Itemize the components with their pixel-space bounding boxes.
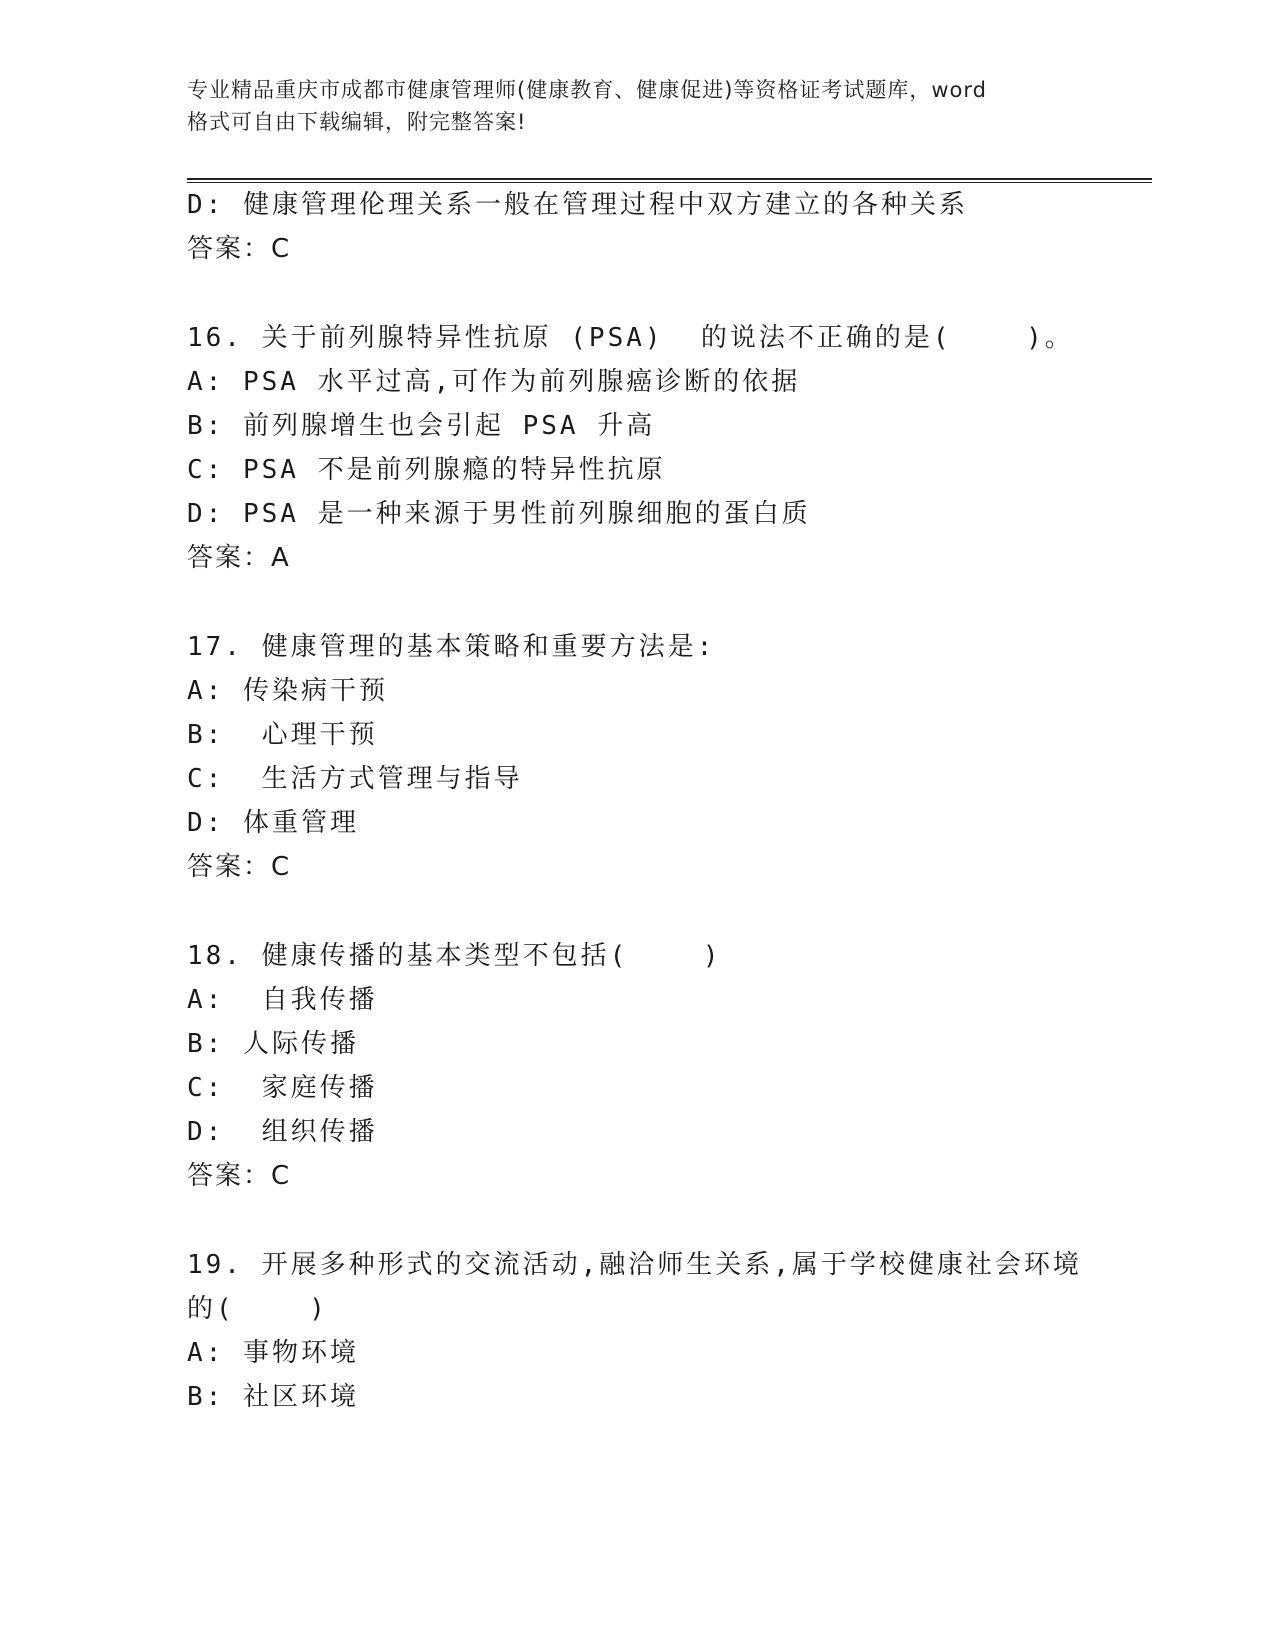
header-line-1: 专业精品重庆市成都市健康管理师(健康教育、健康促进)等资格证考试题库，word — [187, 78, 988, 102]
q19-question-line-2: 的( ) — [187, 1294, 328, 1324]
q16-answer: 答案：A — [187, 543, 291, 573]
q17-option-a: A: 传染病干预 — [187, 676, 388, 706]
q17-option-d: D: 体重管理 — [187, 808, 359, 838]
q17-question: 17. 健康管理的基本策略和重要方法是: — [187, 632, 716, 662]
q18-question: 18. 健康传播的基本类型不包括( ) — [187, 941, 722, 971]
q17-answer: 答案：C — [187, 852, 292, 882]
q16-option-c: C: PSA 不是前列腺瘾的特异性抗原 — [187, 455, 666, 485]
header-divider-thick — [187, 178, 1152, 180]
header-line-2: 格式可自由下载编辑，附完整答案! — [187, 110, 527, 134]
q16-option-b: B: 前列腺增生也会引起 PSA 升高 — [187, 411, 656, 441]
q17-option-c: C: 生活方式管理与指导 — [187, 764, 523, 794]
q18-option-a: A: 自我传播 — [187, 985, 378, 1015]
q18-answer: 答案：C — [187, 1161, 292, 1191]
prev-option-d: D: 健康管理伦理关系一般在管理过程中双方建立的各种关系 — [187, 190, 968, 220]
q16-option-d: D: PSA 是一种来源于男性前列腺细胞的蛋白质 — [187, 499, 811, 529]
page-header — [187, 74, 1087, 138]
q18-option-b: B: 人际传播 — [187, 1029, 359, 1059]
q16-option-a: A: PSA 水平过高,可作为前列腺癌诊断的依据 — [187, 367, 801, 397]
prev-answer: 答案：C — [187, 234, 292, 264]
q17-option-b: B: 心理干预 — [187, 720, 378, 750]
q19-question-line-1: 19. 开展多种形式的交流活动,融洽师生关系,属于学校健康社会环境 — [187, 1250, 1082, 1280]
q19-option-a: A: 事物环境 — [187, 1338, 359, 1368]
q18-option-c: C: 家庭传播 — [187, 1073, 378, 1103]
q16-question: 16. 关于前列腺特异性抗原 (PSA) 的说法不正确的是( )。 — [187, 323, 1074, 353]
header-divider-thin — [187, 182, 1152, 183]
q19-option-b: B: 社区环境 — [187, 1382, 359, 1412]
q18-option-d: D: 组织传播 — [187, 1117, 378, 1147]
